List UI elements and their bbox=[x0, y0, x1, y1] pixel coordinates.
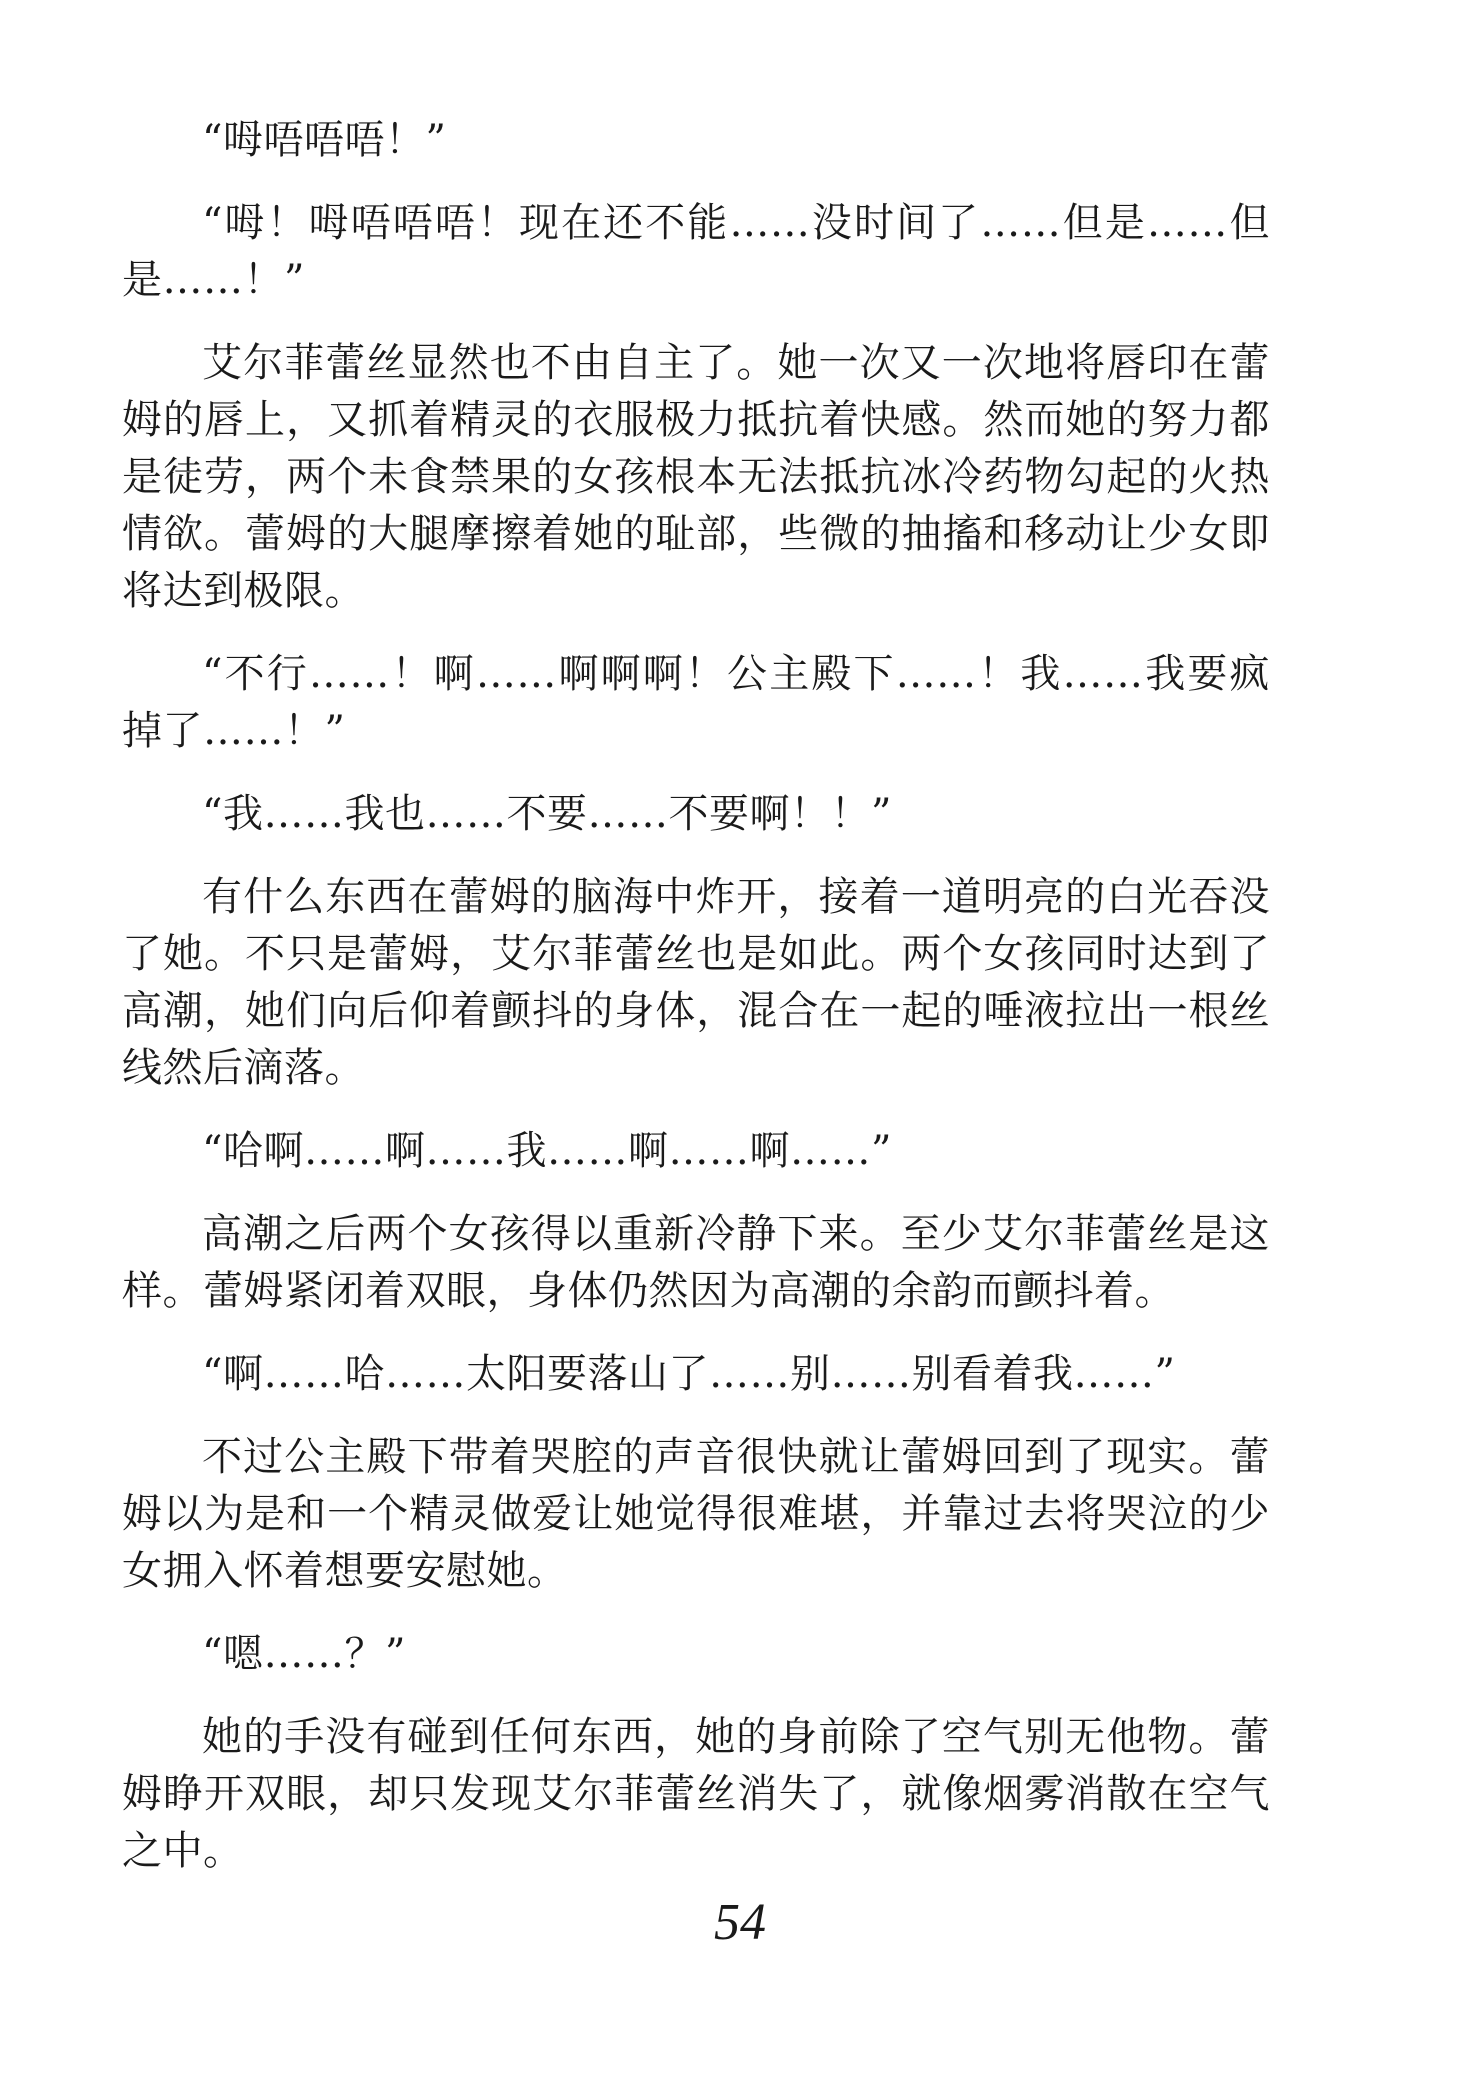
paragraph-6: 有什么东西在蕾姆的脑海中炸开，接着一道明亮的白光吞没了她。不只是蕾姆，艾尔菲蕾丝也是如此。两个女孩同时达到了高潮，她们向后仰着颤抖的身体，混合在一起的唾液拉出一根丝线然后滴落。 bbox=[122, 874, 1270, 1091]
paragraph-12: 她的手没有碰到任何东西，她的身前除了空气别无他物。蕾姆睁开双眼，却只发现艾尔菲蕾丝消失了，就像烟雾消散在空气之中。 bbox=[122, 1714, 1270, 1874]
paragraph-4: “不行……！啊……啊啊啊！公主殿下……！我……我要疯掉了……！” bbox=[122, 651, 1270, 754]
paragraph-1: “呣唔唔唔！” bbox=[202, 117, 447, 163]
paragraph-7: “哈啊……啊……我……啊……啊……” bbox=[202, 1128, 892, 1174]
paragraph-2: “呣！呣唔唔唔！现在还不能……没时间了……但是……但是……！” bbox=[122, 200, 1270, 303]
paragraph-5: “我……我也……不要……不要啊！！” bbox=[202, 791, 892, 837]
paragraph-8: 高潮之后两个女孩得以重新冷静下来。至少艾尔菲蕾丝是这样。蕾姆紧闭着双眼，身体仍然因为高潮的余韵而颤抖着。 bbox=[122, 1211, 1270, 1314]
paragraph-10: 不过公主殿下带着哭腔的声音很快就让蕾姆回到了现实。蕾姆以为是和一个精灵做爱让她觉得很难堪，并靠过去将哭泣的少女拥入怀着想要安慰她。 bbox=[122, 1434, 1270, 1594]
body-text bbox=[122, 112, 1270, 1906]
paragraph-9: “啊……哈……太阳要落山了……别……别看着我……” bbox=[202, 1351, 1176, 1397]
page-number: 54 bbox=[714, 1894, 766, 1951]
paragraph-11: “嗯……？” bbox=[202, 1631, 406, 1677]
paragraph-3: 艾尔菲蕾丝显然也不由自主了。她一次又一次地将唇印在蕾姆的唇上，又抓着精灵的衣服极力抵抗着快感。然而她的努力都是徒劳，两个未食禁果的女孩根本无法抵抗冰冷药物勾起的火热情欲。蕾姆的大腿摩擦着她的耻部，些微的抽搐和移动让少女即将达到极限。 bbox=[122, 340, 1270, 614]
